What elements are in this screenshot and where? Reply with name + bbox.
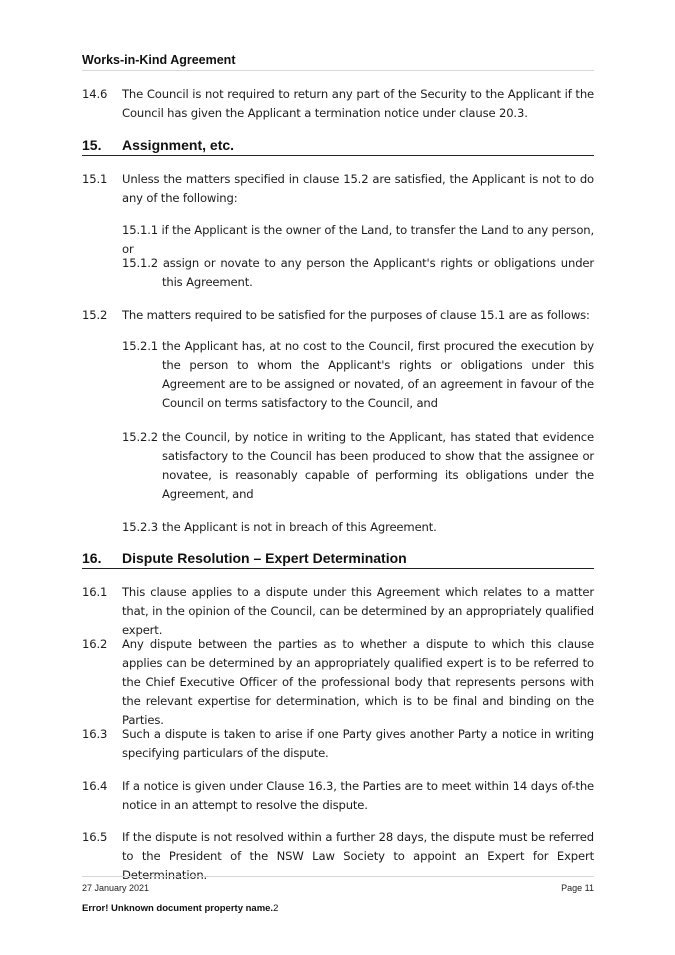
section-title: Assignment, etc. bbox=[122, 137, 235, 153]
clause-number: 16.5 bbox=[82, 830, 108, 844]
subclause-text: 15.1.2 assign or novate to any person the Applicant's rights or obligations under this Agreement. bbox=[122, 256, 594, 289]
header-divider bbox=[82, 70, 594, 71]
subclause-number: 15.2.2 bbox=[122, 430, 158, 444]
clause-text: Such a dispute is taken to arise if one Party gives another Party a notice in writing specifying particulars of the dispute. bbox=[122, 727, 594, 760]
subclause-text: the Council, by notice in writing to the Applicant, has stated that evidence satisfactory to the Council has been produced to show that the assignee or novatee, is reasonably capable of performing its obligations under the Agreement, and bbox=[162, 430, 594, 501]
subclause-text: the Applicant is not in breach of this Agreement. bbox=[162, 520, 437, 534]
subclause-number: 15.2.3 bbox=[122, 520, 158, 534]
clause-text: If the dispute is not resolved within a further 28 days, the dispute must be referred to the President of the NSW Law Society to appoint an Expert for Expert Determination. bbox=[122, 830, 594, 882]
section-number: 16. bbox=[82, 550, 102, 566]
subclause-number: 15.2.1 bbox=[122, 339, 158, 353]
clause-number: 15.2 bbox=[82, 308, 108, 322]
section-heading-16 bbox=[82, 550, 594, 569]
footer-page-number: Page 11 bbox=[561, 883, 594, 893]
clause-number: 16.4 bbox=[82, 779, 108, 793]
clause-text: If a notice is given under Clause 16.3, the Parties are to meet within 14 days of-the notice in an attempt to resolve the dispute. bbox=[122, 779, 594, 812]
clause-text: Unless the matters specified in clause 15.2 are satisfied, the Applicant is not to do any of the following: bbox=[122, 172, 594, 205]
clause-number: 15.1 bbox=[82, 172, 108, 186]
footer-divider bbox=[82, 876, 594, 877]
clause-text: This clause applies to a dispute under this Agreement which relates to a matter that, in the opinion of the Council, can be determined by an appropriately qualified expert. bbox=[122, 585, 594, 637]
clause-number: 16.2 bbox=[82, 637, 108, 651]
clause-number: 16.3 bbox=[82, 727, 108, 741]
subclause-text: the Applicant has, at no cost to the Council, first procured the execution by the person to whom the Applicant's rights or obligations under this Agreement are to be assigned or novated, of an agreement in favour of the Council on terms satisfactory to the Council, and bbox=[162, 339, 594, 410]
section-number: 15. bbox=[82, 137, 102, 153]
clause-text: The matters required to be satisfied for the purposes of clause 15.1 are as follows: bbox=[122, 308, 590, 322]
section-title: Dispute Resolution – Expert Determination bbox=[122, 550, 407, 566]
clause-text: The Council is not required to return any part of the Security to the Applicant if the Council has given the Applicant a termination notice under clause 20.3. bbox=[122, 87, 594, 120]
error-suffix: 2 bbox=[273, 903, 279, 914]
subclause-text: 15.1.1 if the Applicant is the owner of the Land, to transfer the Land to any person, or bbox=[122, 223, 594, 256]
clause-number: 14.6 bbox=[82, 87, 108, 101]
clause-number: 16.1 bbox=[82, 585, 108, 599]
document-header-title: Works-in-Kind Agreement bbox=[82, 53, 236, 67]
section-heading-15 bbox=[82, 137, 594, 156]
error-text: Error! Unknown document property name. bbox=[82, 903, 274, 914]
footer-date: 27 January 2021 bbox=[82, 883, 150, 893]
clause-text: Any dispute between the parties as to whether a dispute to which this clause applies can be determined by an appropriately qualified expert is to be referred to the Chief Executive Officer of the professional body that represents persons with the relevant expertise for determination, which is to be final and binding on the Parties. bbox=[122, 637, 594, 727]
footer-property-error bbox=[82, 903, 278, 914]
